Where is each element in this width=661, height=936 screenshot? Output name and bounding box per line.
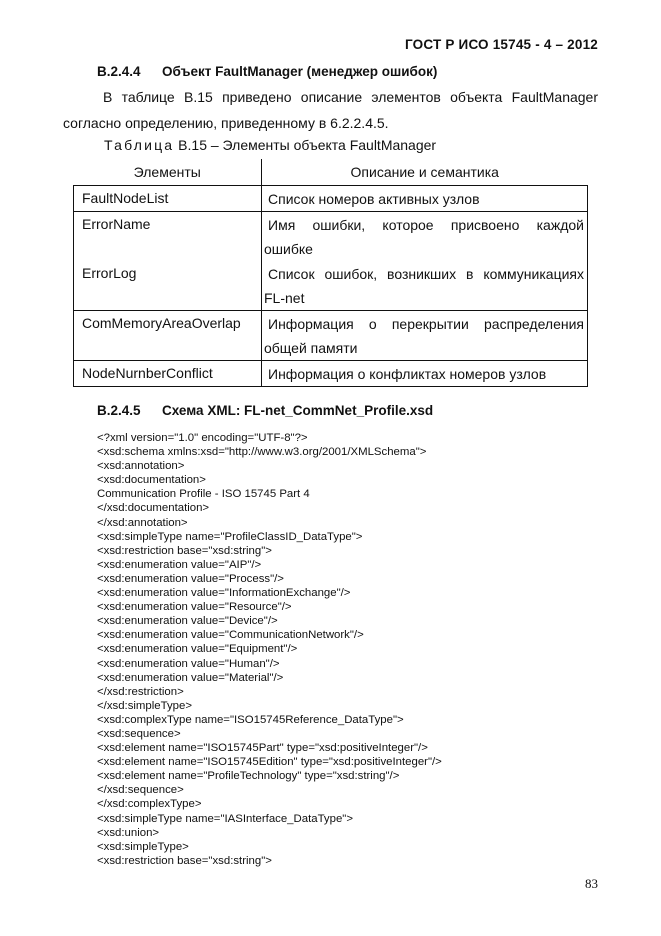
table-row [74,361,588,387]
xml-line: <xsd:simpleType name="ProfileClassID_DataType"> [97,530,363,543]
section-title: Схема XML: FL-net_CommNet_Profile.xsd [162,403,434,418]
xml-line: <xsd:enumeration value="Device"/> [97,615,278,628]
fault-manager-table [73,159,588,387]
xml-line: <xsd:simpleType name="IASInterface_DataType"> [97,812,353,825]
description-text-continued: ошибке [264,241,313,257]
table-cell-description [262,361,588,387]
table-cell-element: ComMemoryAreaOverlap [74,311,262,361]
xml-line: </xsd:sequence> [97,784,184,797]
table-header-elements: Элементы [74,159,262,186]
section-title: Объект FaultManager (менеджер ошибок) [162,64,438,79]
xml-line: <xsd:annotation> [97,460,185,473]
xml-line: </xsd:documentation> [97,502,210,515]
xml-line: </xsd:annotation> [97,516,188,529]
table-cell-description [262,212,588,262]
paragraph-line-1: В таблице B.15 приведено описание элементов объекта FaultManager [103,89,598,105]
page-number: 83 [585,876,598,891]
xml-line: <xsd:simpleType> [97,840,189,853]
table-caption-label: Таблица [104,137,175,153]
description-text-continued: общей памяти [264,340,358,356]
xml-line: <xsd:element name="ISO15745Edition" type="xsd:positiveInteger"/> [97,756,442,769]
xml-line: </xsd:restriction> [97,685,184,698]
xml-schema-listing [97,431,442,868]
section-number: B.2.4.5 [97,403,141,418]
standard-header: ГОСТ Р ИСО 15745 - 4 – 2012 [405,37,598,52]
description-text: Список ошибок, возникших в коммуникациях [268,266,584,282]
xml-line: <xsd:complexType name="ISO15745Reference_DataType"> [97,713,404,726]
paragraph-line-2: согласно определению, приведенному в 6.2.2.4.5. [63,115,389,131]
description-text: Информация о перекрытии распределения [268,316,584,332]
table-cell-description [262,261,588,311]
table-cell-description [262,186,588,212]
xml-line: <xsd:restriction base="xsd:string"> [97,854,272,867]
xml-line: <xsd:enumeration value="CommunicationNetwork"/> [97,629,364,642]
xml-line: </xsd:complexType> [97,798,202,811]
table-row [74,261,588,311]
xml-line: <xsd:enumeration value="Process"/> [97,572,284,585]
xml-line: <xsd:enumeration value="AIP"/> [97,558,262,571]
table-header-description: Описание и семантика [262,159,588,186]
table-row [74,311,588,361]
description-text: Список номеров активных узлов [268,191,480,207]
xml-line: </xsd:simpleType> [97,699,192,712]
table-caption-text: B.15 – Элементы объекта FaultManager [174,137,437,153]
xml-line: <xsd:union> [97,826,160,839]
table-row [74,186,588,212]
description-text-continued: FL-net [264,290,305,306]
xml-line: <xsd:schema xmlns:xsd="http://www.w3.org/2001/XMLSchema"> [97,446,427,459]
table-row [74,212,588,262]
table-cell-element: ErrorName [74,212,262,262]
body-paragraph [63,84,598,136]
table-caption [104,137,436,153]
table-cell-element: NodeNurnberConflict [74,361,262,387]
section-number: B.2.4.4 [97,64,141,79]
section-heading-b245 [97,403,433,418]
table-cell-element: ErrorLog [74,261,262,311]
section-heading-b244 [97,64,437,79]
xml-line: <xsd:enumeration value="Material"/> [97,671,284,684]
xml-line: <xsd:documentation> [97,474,206,487]
table-header-row [74,159,588,186]
description-text: Имя ошибки, которое присвоено каждой [268,217,584,233]
xml-line: <xsd:element name="ProfileTechnology" type="xsd:string"/> [97,770,400,783]
xml-line: <xsd:enumeration value="Human"/> [97,657,280,670]
xml-line: <xsd:restriction base="xsd:string"> [97,544,272,557]
xml-line: Communication Profile - ISO 15745 Part 4 [97,488,310,501]
xml-line: <xsd:enumeration value="Equipment"/> [97,643,298,656]
table-cell-description [262,311,588,361]
table-cell-element: FaultNodeList [74,186,262,212]
xml-line: <xsd:enumeration value="InformationExchange"/> [97,587,351,600]
xml-line: <?xml version="1.0" encoding="UTF-8"?> [97,432,308,444]
xml-line: <xsd:enumeration value="Resource"/> [97,601,292,614]
xml-line: <xsd:element name="ISO15745Part" type="xsd:positiveInteger"/> [97,742,428,755]
description-text: Информация о конфликтах номеров узлов [268,366,547,382]
xml-line: <xsd:sequence> [97,727,181,740]
